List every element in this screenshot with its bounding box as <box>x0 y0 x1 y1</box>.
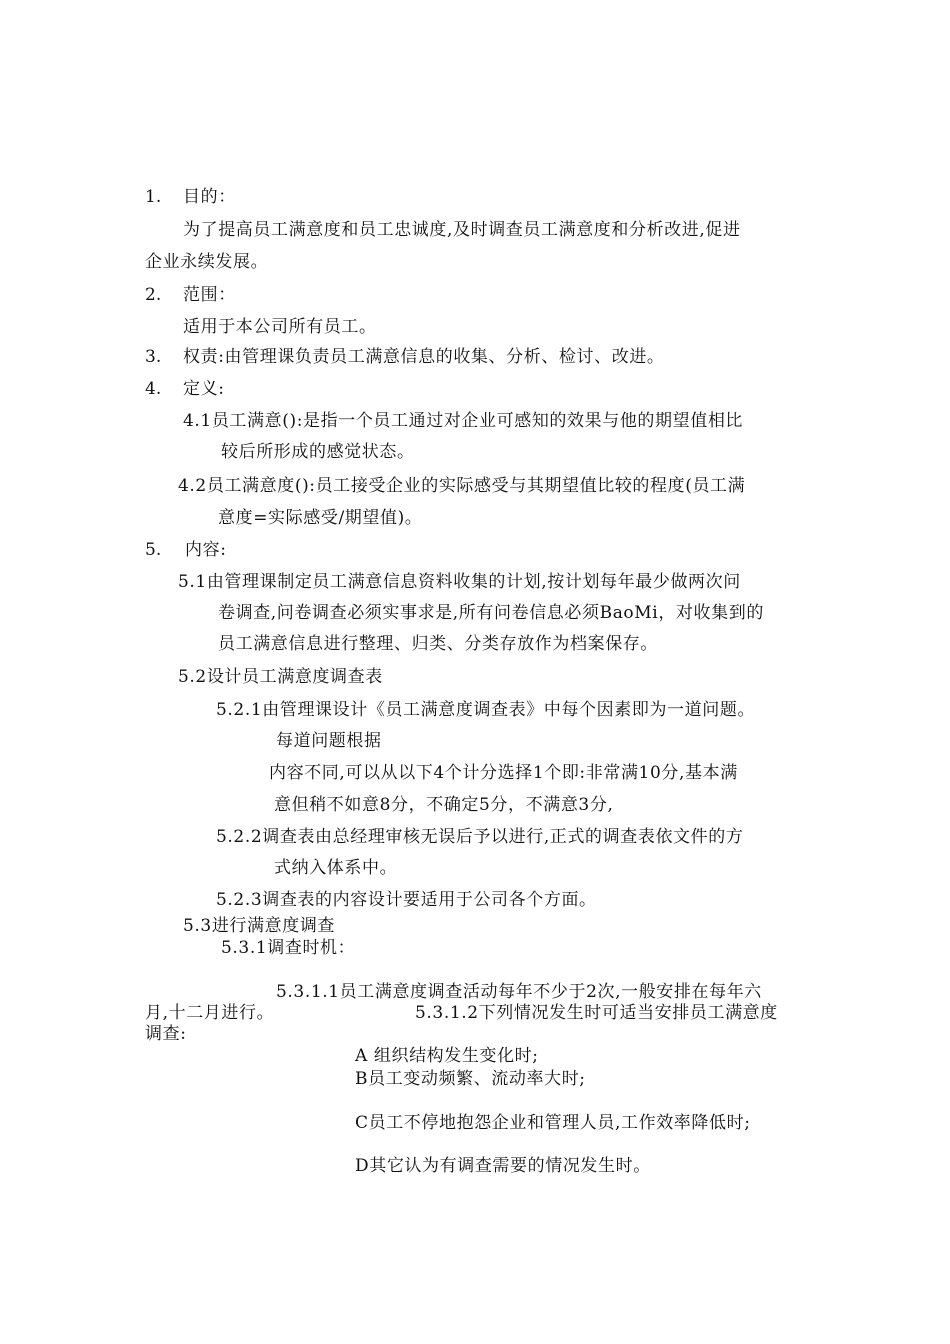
para-5-3-1-1-line1: 5.3.1.1员工满意度调查活动每年不少于2次,一般安排在每年六 <box>276 982 762 1002</box>
definition-4-1-line2: 较后所形成的感觉状态。 <box>221 442 415 462</box>
section-1-text-line1: 为了提高员工满意度和员工忠诚度,及时调查员工满意度和分析改进,促进 <box>183 220 741 240</box>
para-5-2-1-line2: 每道问题根据 <box>276 731 382 751</box>
para-5-2-1-line3: 内容不同,可以从以下4个计分选择1个即:非常满10分,基本满 <box>269 763 738 783</box>
definition-4-2-line1: 4.2员工满意度():员工接受企业的实际感受与其期望值比较的程度(员工满 <box>178 476 746 496</box>
para-5-1-line3: 员工满意信息进行整理、归类、分类存放作为档案保存。 <box>218 634 658 654</box>
definition-4-1-line1: 4.1员工满意():是指一个员工通过对企业可感知的效果与他的期望值相比 <box>183 411 744 431</box>
section-4-number: 4. <box>145 379 162 399</box>
section-5-number: 5. <box>145 540 162 560</box>
para-5-2-2-line1: 5.2.2调查表由总经理审核无误后予以进行,正式的调查表依文件的方 <box>216 827 744 847</box>
para-5-2-1-line1: 5.2.1由管理课设计《员工满意度调查表》中每个因素即为一道问题。 <box>216 700 756 720</box>
section-4-heading: 定义: <box>183 379 225 399</box>
section-1-heading: 目的： <box>183 187 236 207</box>
para-5-3-1-2-line2: 调查: <box>145 1024 187 1044</box>
para-5-3-1-heading: 5.3.1调查时机： <box>221 938 356 958</box>
para-5-2-2-line2: 式纳入体系中。 <box>274 858 398 878</box>
para-5-2-heading: 5.2设计员工满意度调查表 <box>178 667 383 687</box>
para-5-2-1-line4: 意但稍不如意8分，不确定5分，不满意3分, <box>274 795 614 815</box>
list-item-c: C员工不停地抱怨企业和管理人员,工作效率降低时; <box>355 1113 751 1133</box>
section-2-number: 2. <box>145 285 162 305</box>
para-5-3-heading: 5.3进行满意度调查 <box>183 916 336 936</box>
section-1-number: 1. <box>145 187 162 207</box>
para-5-3-1-2: 5.3.1.2下列情况发生时可适当安排员工满意度 <box>415 1003 778 1023</box>
para-5-2-3: 5.2.3调查表的内容设计要适用于公司各个方面。 <box>216 890 597 910</box>
para-5-1-line1: 5.1由管理课制定员工满意信息资料收集的计划,按计划每年最少做两次问 <box>178 572 741 592</box>
list-item-d: D其它认为有调查需要的情况发生时。 <box>355 1156 651 1176</box>
section-3-text: 权责:由管理课负责员工满意信息的收集、分析、检讨、改进。 <box>183 347 665 367</box>
list-item-b: B员工变动频繁、流动率大时; <box>355 1069 586 1089</box>
para-5-1-line2: 卷调查,问卷调查必须实事求是,所有问卷信息必须BaoMi，对收集到的 <box>218 603 764 623</box>
section-1-text-line2: 企业永续发展。 <box>145 252 269 272</box>
para-5-3-1-1-line2: 月,十二月进行。 <box>145 1003 275 1023</box>
section-2-heading: 范围： <box>183 285 236 305</box>
section-5-heading: 内容: <box>185 540 227 560</box>
section-3-number: 3. <box>145 347 162 367</box>
definition-4-2-line2: 意度=实际感受/期望值)。 <box>218 508 423 528</box>
section-2-text: 适用于本公司所有员工。 <box>183 317 377 337</box>
list-item-a: A 组织结构发生变化时; <box>355 1046 539 1066</box>
